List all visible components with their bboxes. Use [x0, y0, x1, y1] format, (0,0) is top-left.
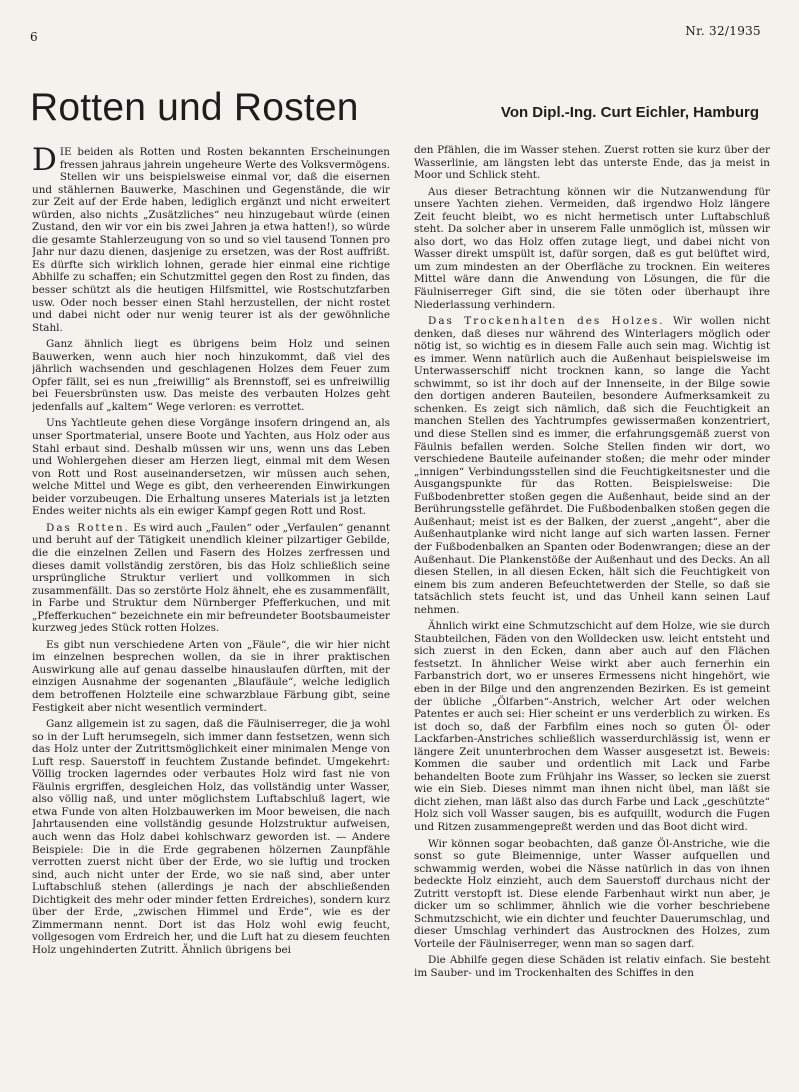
- issue-number: Nr. 32/1935: [685, 24, 761, 38]
- paragraph: den Pfählen, die im Wasser stehen. Zuerst rotten sie kurz über der Wasserlinie, am längsten lebt das unterste Ende, das ja meist in Moor und Schlick steht.: [414, 144, 770, 182]
- paragraph: Wir können sogar beobachten, daß ganze Öl-Anstriche, wie die sonst so gute Bleimennige, unter Wasser aufquellen und schwammig werden, wobei die Nässe natürlich in das von ihnen bedeckte Holz einzieht, auch dem Sauerstoff durchaus nicht der Zutritt verstopft ist. Diese elende Farbenhaut wirkt nun aber, je dicker um so schlimmer, ähnlich wie die vorher beschriebene Schmutzschicht, wie ein dichter und feuchter Dauerumschlag, und dieser Umschlag verhindert das Austrocknen des Holzes, zum Vorteile der Fäulniserreger, wenn man so sagen darf.: [414, 837, 770, 950]
- paragraph-text: Es wird auch „Faulen“ oder „Verfaulen“ genannt und beruht auf der Tätigkeit unendlich kleiner pilzartiger Gebilde, die die einzelnen Zellen und Fasern des Holzes zerfressen und dieses damit vollständig zerstören, bis das Holz schließlich seine ursprüngliche Struktur verliert und vollkommen in sich zusammenfällt. Das so zerstörte Holz ähnelt, ehe es zusammenfällt, in Farbe und Struktur dem Nürnberger Pfefferkuchen, und mit „Pfefferkuchen“ bezeichnete ein mir befreundeter Bootsbaumeister kurzweg jedes Stück rotten Holzes.: [32, 521, 390, 635]
- section-lead: Das Rotten.: [46, 521, 130, 534]
- paragraph: Aus dieser Betrachtung können wir die Nutzanwendung für unsere Yachten ziehen. Vermeiden, daß irgendwo Holz längere Zeit feucht bleibt, wo es nicht hermetisch unter Luftabschluß steht. Da solcher aber in unserem Falle unmöglich ist, müssen wir also dort, wo das Holz offen zutage liegt, und dabei nicht von Wasser direkt umspült ist, dafür sorgen, daß es gut belüftet wird, um zum mindesten an der Oberfläche zu trocknen. Ein weiteres Mittel wäre dann die Anwendung von Lösungen, die für die Fäulniserreger Gift sind, die sie töten oder überhaupt ihre Niederlassung verhindern.: [414, 185, 770, 311]
- paragraph: [32, 146, 390, 334]
- drop-cap: D: [32, 146, 57, 178]
- paragraph: [414, 315, 770, 616]
- paragraph: Es gibt nun verschiedene Arten von „Fäule“, die wir hier nicht im einzelnen besprechen wollen, da sie in ihrer praktischen Auswirkung alle auf genau dasselbe hinauslaufen dürften, mit der einzigen Ausnahme der sogenanten „Blaufäule“, welche lediglich dem betroffenen Holzteile eine schwarzblaue Färbung gibt, seine Festigkeit aber nicht wesentlich vermindert.: [32, 638, 390, 714]
- article-author: Von Dipl.-Ing. Curt Eichler, Hamburg: [500, 104, 759, 121]
- column-right: [414, 144, 770, 1070]
- paragraph-text: Wir wollen nicht denken, daß dieses nur während des Winterlagers möglich oder nötig ist, so wichtig es in diesem Falle auch sein mag. Wichtig ist es immer. Wenn natürlich auch die Außenhaut beispielsweise im Unterwasserschiff nicht trocknen kann, so lange die Yacht schwimmt, so ist ihr doch auf der Innenseite, in der Bilge sowie den dortigen anderen Bauteilen, besondere Aufmerksamkeit zu schenken. Es zeigt sich nämlich, daß sich die Feuchtigkeit an manchen Stellen des Yachtrumpfes gewissermaßen konzentriert, und diese Stellen sind es immer, die erfahrungsgemäß zuerst von Fäulnis befallen werden. Solche Stellen finden wir dort, wo verschiedene Bauteile aufeinander stoßen; die mehr oder minder „innigen“ Verbindungsstellen sind die Feuchtigkeitsnester und die Ausgangspunkte für das Rotten. Beispielsweise: Die Fußbodenbretter stoßen gegen die Außenhaut, beide sind an der Berührungsstelle gefährdet. Die Fußbodenbalken stoßen gegen die Außenhaut; meist ist es der Balken, der zuerst „angeht“, aber die Außenhautplanke wird nicht lange auf sich warten lassen. Ferner der Fußbodenbalken an Spanten oder Bodenwrangen; diese an der Außenhaut. Die Plankenstöße der Außenhaut und des Decks. An all diesen Stellen, in all diesen Ecken, hält sich die Feuchtigkeit von einem bis zum anderen Befeuchtetwerden der Stelle, so daß sie tatsächlich stets feucht ist, und das Unheil kann seinen Lauf nehmen.: [414, 315, 770, 616]
- paragraph: Ganz ähnlich liegt es übrigens beim Holz und seinen Bauwerken, wenn auch hier noch hinzukommt, daß viel des jährlich wachsenden und geschlagenen Holzes dem Feuer zum Opfer fällt, sei es nun „freiwillig“ als Brennstoff, sei es unfreiwillig bei Feuersbrünsten usw. Das meiste des verbauten Holzes geht jedenfalls auf „kaltem“ Wege verloren: es verrottet.: [32, 338, 390, 413]
- paragraph-text: IE beiden als Rotten und Rosten bekannten Erscheinungen fressen jahraus jahrein ungeheure Werte des Volksvermögens. Stellen wir uns beispielsweise einmal vor, daß die eisernen und stählernen Bauwerke, Maschinen und Gegenstände, die wir zur Zeit auf der Erde haben, lediglich ergänzt und nicht erweitert würden, also nichts „Zusätzliches“ neu hinzugebaut würde (einen Zustand, den wir vor ein bis zwei Jahren ja etwa hatten!), so würde die gesamte Stahlerzeugung von so und so viel tausend Tonnen pro Jahr nur dazu dienen, dasjenige zu ersetzen, was der Rost auffrißt. Es dürfte sich wirklich lohnen, gerade hier einmal eine richtige Abhilfe zu schaffen; ein Schutzmittel gegen den Rost zu finden, das besser schützt als die heutigen Hilfsmittel, wie Rostschutzfarben usw. Oder noch besser einen Stahl herzustellen, der nicht rostet und dabei nicht oder nur wenig teurer ist als der gewöhnliche Stahl.: [32, 146, 390, 334]
- paragraph: [32, 522, 390, 635]
- article-title: Rotten und Rosten: [30, 86, 359, 129]
- column-left: [32, 146, 390, 1070]
- section-lead: Das Trockenhalten des Holzes.: [428, 315, 665, 328]
- paragraph: Uns Yachtleute gehen diese Vorgänge insofern dringend an, als unser Sportmaterial, unsere Boote und Yachten, aus Holz oder aus Stahl erbaut sind. Deshalb müssen wir uns, wenn uns das Leben und Wohlergehen dieser am Herzen liegt, einmal mit dem Wesen von Rott und Rost auseinandersetzen, wir müssen auch sehen, welche Mittel und Wege es gibt, den verheerenden Einwirkungen beider vorzubeugen. Die Erhaltung unseres Materials ist ja letzten Endes weiter nichts als ein ewiger Kampf gegen Rott und Rost.: [32, 417, 390, 518]
- paragraph: Ähnlich wirkt eine Schmutzschicht auf dem Holze, wie sie durch Staubteilchen, Fäden von den Wolldecken usw. leicht entsteht und sich zuerst in den Ecken, dann aber auch auf den Flächen festsetzt. In ähnlicher Weise wirkt aber auch fernerhin ein Farbanstrich dort, wo er unseres Ermessens nicht hingehört, wie eben in der Bilge und den angrenzenden Bezirken. Es ist gemeint der übliche „Ölfarben“-Anstrich, welcher Art oder welchen Patentes er auch sei: Hier scheint er uns verderblich zu wirken. Es ist doch so, daß der Farbfilm eines noch so guten Öl- oder Lackfarben-Anstriches schließlich wasserdurchlässig ist, wenn er längere Zeit ununterbrochen dem Wasser ausgesetzt ist. Beweis: Kommen die sauber und ordentlich mit Lack und Farbe behandelten Boote zum Frühjahr ins Wasser, so lecken sie zuerst wie ein Sieb. Dieses nimmt man ihnen nicht übel, man läßt sie dicht ziehen, man läßt also das durch Farbe und Lack „geschützte“ Holz sich voll Wasser saugen, bis es aufquillt, wodurch die Fugen und Ritzen zusammengepreßt werden und das Boot dicht wird.: [414, 620, 770, 833]
- paragraph: Die Abhilfe gegen diese Schäden ist relativ einfach. Sie besteht im Sauber- und im Trockenhalten des Schiffes in den: [414, 954, 770, 979]
- paragraph: Ganz allgemein ist zu sagen, daß die Fäulniserreger, die ja wohl so in der Luft herumsegeln, sich immer dann festsetzen, wenn sich das Holz unter der Zutrittsmöglichkeit einer minimalen Menge von Luft resp. Sauerstoff in feuchtem Zustande befindet. Umgekehrt: Völlig trocken lagerndes oder verbautes Holz wird fast nie von Fäulnis ergriffen, desgleichen Holz, das vollständig unter Wasser, also völlig naß, und unter möglichstem Luftabschluß lagert, wie etwa Funde von alten Holzbauwerken im Moor beweisen, die nach Jahrtausenden eine vollständig gesunde Holzstruktur aufweisen, auch wenn das Holz dabei kohlschwarz geworden ist. — Andere Beispiele: Die in die Erde gegrabenen hölzernen Zaunpfähle verrotten zuerst nicht über der Erde, wo sie luftig und trocken sind, auch nicht unter der Erde, wo sie naß sind, aber unter Luftabschluß stehen (allerdings je nach der abschließenden Dichtigkeit des mehr oder minder fetten Erdreiches), sondern kurz über der Erde, „zwischen Himmel und Erde“, wie es der Zimmermann nennt. Dort ist das Holz wohl ewig feucht, vollgesogen vom Erdreich her, und die Luft hat zu diesem feuchten Holz ungehinderten Zutritt. Ähnlich übrigens bei: [32, 718, 390, 956]
- page-number: 6: [30, 30, 38, 44]
